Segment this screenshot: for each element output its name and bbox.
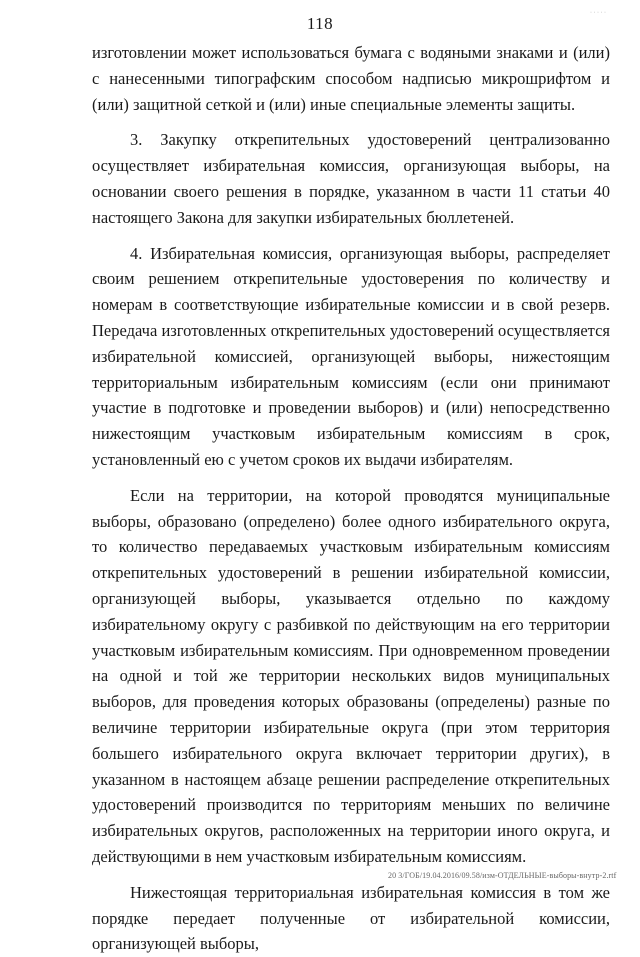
page-body [92, 40, 610, 957]
paragraph-continuation: изготовлении может использоваться бумага с водяными знаками и (или) с нанесенными типографским способом надписью микрошрифтом и (или) защитной сеткой и (или) иные специальные элементы защиты. [92, 43, 610, 114]
corner-mark: · · · · · [590, 10, 606, 16]
paragraph-item-4: 4. Избирательная комиссия, организующая выборы, распределяет своим решением открепительные удостоверения по количеству и номерам в соответствующие избирательные комиссии и в свой резерв. Передача изготовленных открепительных удостоверений осуществляется избирательной комиссией, организующей выборы, нижестоящим территориальным избирательным комиссиям (если они принимают участие в подготовке и проведении выборов) и (или) непосредственно нижестоящим участковым избирательным комиссиям в срок, установленный ею с учетом сроков их выдачи избирателям. [92, 243, 610, 469]
page-number: 118 [306, 14, 334, 33]
paragraph-districts: Если на территории, на которой проводятся муниципальные выборы, образовано (определено) более одного избирательного округа, то количество передаваемых участковым избирательным комиссиям открепительных удостоверений в решении избирательной комиссии, организующей выборы, указывается отдельно по каждому избирательному округу с разбивкой по действующим на его территории участковым избирательным комиссиям. При одновременном проведении на одной и той же территории нескольких видов муниципальных выборов, для проведения которых образованы (определены) разные по величине территории избирательные округа (при этом территория большего избирательного округа включает территории других), в указанном в настоящем абзаце решении распределение открепительных удостоверений производится по территориям меньших по величине избирательных округов, расположенных на территории иного округа, и действующими в нем участковым избирательным комиссиям. [92, 485, 610, 866]
document-footer: 20 3/ГОБ/19.04.2016/09.58/изм-ОТДЕЛЬНЫЕ-выборы-внутр-2.rtf [388, 871, 617, 880]
paragraph-lower-commission: Нижестоящая территориальная избирательная комиссия в том же порядке передает полученные от избирательной комиссии, организующей выборы, [92, 882, 610, 954]
paragraph-item-3: 3. Закупку открепительных удостоверений централизованно осуществляет избирательная комиссия, организующая выборы, на основании своего решения в порядке, указанном в части 11 статьи 40 настоящего Закона для закупки избирательных бюллетеней. [92, 130, 610, 227]
